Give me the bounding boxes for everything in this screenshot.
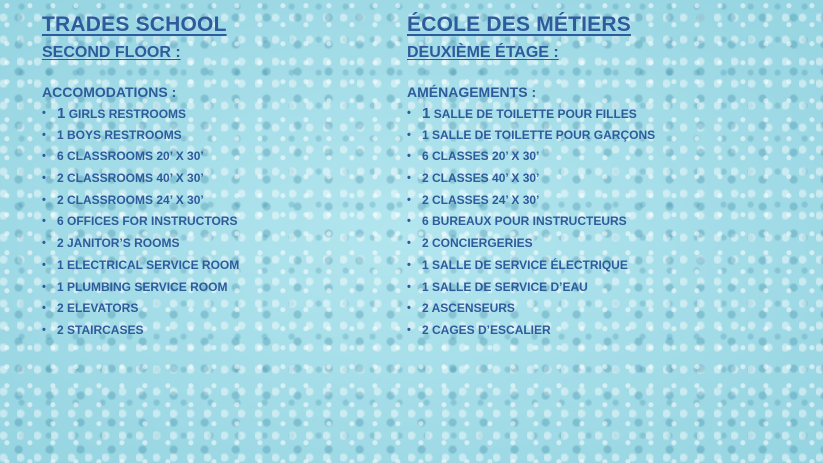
list-item [407, 277, 807, 299]
item-text: 2 CAGES D’ESCALIER [422, 322, 551, 337]
list-item [407, 233, 807, 255]
english-accommodations-list [42, 103, 382, 342]
list-item [42, 168, 382, 190]
item-text: 2 STAIRCASES [57, 322, 144, 337]
item-text: 2 CONCIERGERIES [422, 236, 533, 251]
bullet-icon: • [42, 193, 46, 206]
bullet-icon: • [42, 128, 46, 141]
english-column [42, 10, 382, 342]
list-item [407, 298, 807, 320]
bullet-icon: • [407, 193, 411, 206]
bullet-icon: • [42, 237, 46, 250]
list-item [42, 233, 382, 255]
bullet-icon: • [407, 107, 411, 119]
bullet-icon: • [42, 280, 46, 293]
bullet-icon: • [407, 323, 411, 336]
bullet-icon: • [42, 258, 46, 271]
item-text: 1 SALLE DE SERVICE ÉLECTRIQUE [422, 257, 628, 272]
item-text: 2 CLASSES 40’ X 30’ [422, 171, 540, 186]
item-text: 6 BUREAUX POUR INSTRUCTEURS [422, 214, 627, 229]
item-text: 2 ELEVATORS [57, 301, 139, 316]
item-text: 1 SALLE DE TOILETTE POUR GARÇONS [422, 127, 656, 142]
english-section-heading: ACCOMODATIONS : [42, 84, 177, 100]
bullet-icon: • [407, 302, 411, 315]
item-text: 6 CLASSES 20’ X 30’ [422, 149, 540, 164]
item-text: SALLE DE TOILETTE POUR FILLES [433, 107, 637, 121]
bullet-icon: • [407, 280, 411, 293]
list-item [42, 190, 382, 212]
list-item [407, 168, 807, 190]
bullet-icon: • [42, 215, 46, 228]
bullet-icon: • [407, 237, 411, 250]
item-text: 2 CLASSROOMS 24’ X 30’ [57, 192, 204, 207]
list-item [42, 211, 382, 233]
item-text: 1 BOYS RESTROOMS [57, 127, 182, 142]
list-item [407, 103, 807, 125]
list-item [407, 125, 807, 147]
item-text: 2 ASCENSEURS [422, 301, 515, 316]
item-text: 1 SALLE DE SERVICE D’EAU [422, 279, 588, 294]
list-item [42, 277, 382, 299]
list-item [407, 320, 807, 342]
bullet-icon: • [42, 323, 46, 336]
bullet-icon: • [42, 302, 46, 315]
list-item [407, 146, 807, 168]
item-text: 2 CLASSES 24’ X 30’ [422, 192, 540, 207]
item-text: 1 PLUMBING SERVICE ROOM [57, 279, 228, 294]
bullet-icon: • [407, 172, 411, 185]
item-text: 2 CLASSROOMS 40’ X 30’ [57, 171, 204, 186]
list-item [407, 255, 807, 277]
list-item [407, 190, 807, 212]
item-text: 6 OFFICES FOR INSTRUCTORS [57, 214, 238, 229]
french-floor-heading: DEUXIÈME ÉTAGE : [407, 44, 559, 61]
item-number: 1 [57, 105, 66, 122]
item-text: 1 ELECTRICAL SERVICE ROOM [57, 257, 240, 272]
bullet-icon: • [407, 258, 411, 271]
english-floor-heading: SECOND FLOOR : [42, 44, 181, 61]
french-column [407, 10, 807, 342]
list-item [42, 320, 382, 342]
list-item [407, 211, 807, 233]
bullet-icon: • [42, 107, 46, 119]
french-section-heading: AMÉNAGEMENTS : [407, 84, 537, 100]
bullet-icon: • [407, 150, 411, 163]
item-number: 1 [422, 105, 431, 122]
bullet-icon: • [42, 150, 46, 163]
list-item [42, 103, 382, 125]
bullet-icon: • [407, 215, 411, 228]
english-title: TRADES SCHOOL [42, 13, 227, 36]
list-item [42, 298, 382, 320]
french-amenagements-list [407, 103, 807, 342]
list-item [42, 125, 382, 147]
item-text: GIRLS RESTROOMS [68, 107, 187, 121]
item-text: 2 JANITOR’S ROOMS [57, 236, 180, 251]
item-text: 6 CLASSROOMS 20’ X 30’ [57, 149, 204, 164]
bullet-icon: • [42, 172, 46, 185]
list-item [42, 146, 382, 168]
list-item [42, 255, 382, 277]
french-title: ÉCOLE DES MÉTIERS [407, 13, 631, 36]
bullet-icon: • [407, 128, 411, 141]
